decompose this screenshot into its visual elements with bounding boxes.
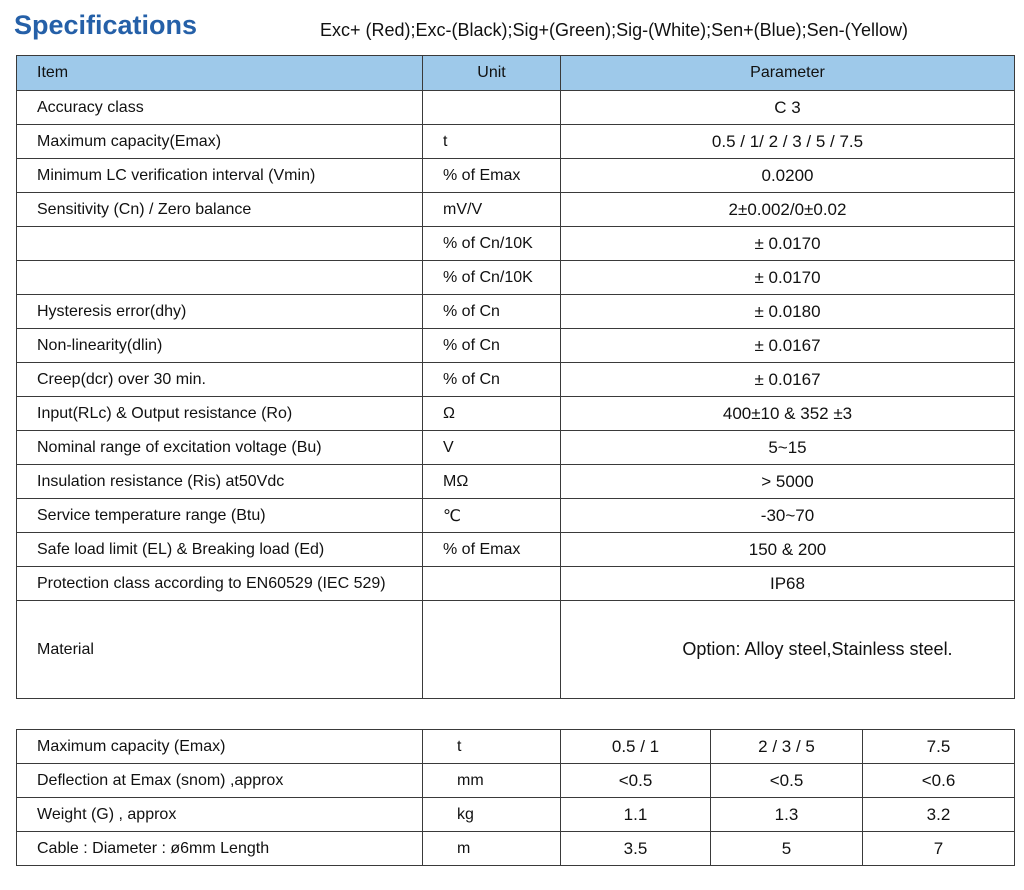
row-unit: % of Cn <box>423 295 561 329</box>
row-parameter: ± 0.0170 <box>561 261 1015 295</box>
page-title: Specifications <box>14 10 198 40</box>
row-unit: mV/V <box>423 193 561 227</box>
row-value: 5 <box>711 832 863 866</box>
row-parameter: 0.5 / 1/ 2 / 3 / 5 / 7.5 <box>561 125 1015 159</box>
row-item: Service temperature range (Btu) <box>17 499 423 533</box>
row-value: 1.1 <box>561 798 711 832</box>
row-parameter: C 3 <box>561 91 1015 125</box>
wiring-color-note: Exc+ (Red);Exc-(Black);Sig+(Green);Sig-(White);Sen+(Blue);Sen-(Yellow) <box>320 20 909 40</box>
row-unit: % of Cn <box>423 363 561 397</box>
table-row <box>17 533 1015 567</box>
table-row <box>17 499 1015 533</box>
table-row <box>17 798 1015 832</box>
row-unit: % of Emax <box>423 159 561 193</box>
row-item: Sensitivity (Cn) / Zero balance <box>17 193 423 227</box>
row-value: 7 <box>863 832 1015 866</box>
row-value: 3.2 <box>863 798 1015 832</box>
row-parameter: -30~70 <box>561 499 1015 533</box>
row-value: <0.5 <box>711 764 863 798</box>
material-unit <box>423 601 561 699</box>
table-header-row <box>17 56 1015 91</box>
row-unit: V <box>423 431 561 465</box>
row-unit: % of Cn <box>423 329 561 363</box>
row-item: Insulation resistance (Ris) at50Vdc <box>17 465 423 499</box>
row-parameter: 150 & 200 <box>561 533 1015 567</box>
header-unit: Unit <box>423 56 561 91</box>
row-item: Weight (G) , approx <box>17 798 423 832</box>
page-header <box>14 10 1010 50</box>
row-value: <0.6 <box>863 764 1015 798</box>
row-unit: % of Emax <box>423 533 561 567</box>
table-row <box>17 295 1015 329</box>
row-unit: kg <box>423 798 561 832</box>
row-item: Input(RLc) & Output resistance (Ro) <box>17 397 423 431</box>
capacity-table <box>16 729 1015 866</box>
row-value: 7.5 <box>863 730 1015 764</box>
row-item: Minimum LC verification interval (Vmin) <box>17 159 423 193</box>
row-value: 2 / 3 / 5 <box>711 730 863 764</box>
material-item: Material <box>17 601 423 699</box>
table-row <box>17 261 1015 295</box>
row-item: Non-linearity(dlin) <box>17 329 423 363</box>
row-parameter: 2±0.002/0±0.02 <box>561 193 1015 227</box>
row-parameter: ± 0.0170 <box>561 227 1015 261</box>
row-unit: MΩ <box>423 465 561 499</box>
table-row <box>17 730 1015 764</box>
material-parameter: Option: Alloy steel,Stainless steel. <box>561 601 1015 699</box>
row-parameter: 0.0200 <box>561 159 1015 193</box>
row-item <box>17 227 423 261</box>
row-item: Deflection at Emax (snom) ,approx <box>17 764 423 798</box>
table-row <box>17 567 1015 601</box>
row-unit: % of Cn/10K <box>423 227 561 261</box>
header-parameter: Parameter <box>561 56 1015 91</box>
row-item: Hysteresis error(dhy) <box>17 295 423 329</box>
table-row <box>17 125 1015 159</box>
row-item: Safe load limit (EL) & Breaking load (Ed) <box>17 533 423 567</box>
table-row <box>17 193 1015 227</box>
row-parameter: ± 0.0180 <box>561 295 1015 329</box>
material-row <box>17 601 1015 699</box>
row-parameter: IP68 <box>561 567 1015 601</box>
row-item: Protection class according to EN60529 (IEC 529) <box>17 567 423 601</box>
row-item: Creep(dcr) over 30 min. <box>17 363 423 397</box>
row-value: 1.3 <box>711 798 863 832</box>
row-item: Nominal range of excitation voltage (Bu) <box>17 431 423 465</box>
row-item <box>17 261 423 295</box>
table-row <box>17 431 1015 465</box>
row-unit: t <box>423 125 561 159</box>
row-parameter: ± 0.0167 <box>561 363 1015 397</box>
row-item: Maximum capacity (Emax) <box>17 730 423 764</box>
row-unit: t <box>423 730 561 764</box>
row-unit: Ω <box>423 397 561 431</box>
row-item: Maximum capacity(Emax) <box>17 125 423 159</box>
row-value: 0.5 / 1 <box>561 730 711 764</box>
table-row <box>17 227 1015 261</box>
row-value: <0.5 <box>561 764 711 798</box>
row-unit: m <box>423 832 561 866</box>
row-parameter: 5~15 <box>561 431 1015 465</box>
row-item: Cable : Diameter : ø6mm Length <box>17 832 423 866</box>
row-value: 3.5 <box>561 832 711 866</box>
table-row <box>17 91 1015 125</box>
row-unit: mm <box>423 764 561 798</box>
row-unit: ℃ <box>423 499 561 533</box>
table-row <box>17 832 1015 866</box>
table-row <box>17 397 1015 431</box>
table-row <box>17 329 1015 363</box>
row-parameter: 400±10 & 352 ±3 <box>561 397 1015 431</box>
table-row <box>17 465 1015 499</box>
table-row <box>17 159 1015 193</box>
row-parameter: ± 0.0167 <box>561 329 1015 363</box>
specifications-table <box>16 55 1015 699</box>
row-unit: % of Cn/10K <box>423 261 561 295</box>
header-item: Item <box>17 56 423 91</box>
row-parameter: > 5000 <box>561 465 1015 499</box>
row-unit <box>423 91 561 125</box>
table-row <box>17 764 1015 798</box>
table-row <box>17 363 1015 397</box>
row-unit <box>423 567 561 601</box>
row-item: Accuracy class <box>17 91 423 125</box>
